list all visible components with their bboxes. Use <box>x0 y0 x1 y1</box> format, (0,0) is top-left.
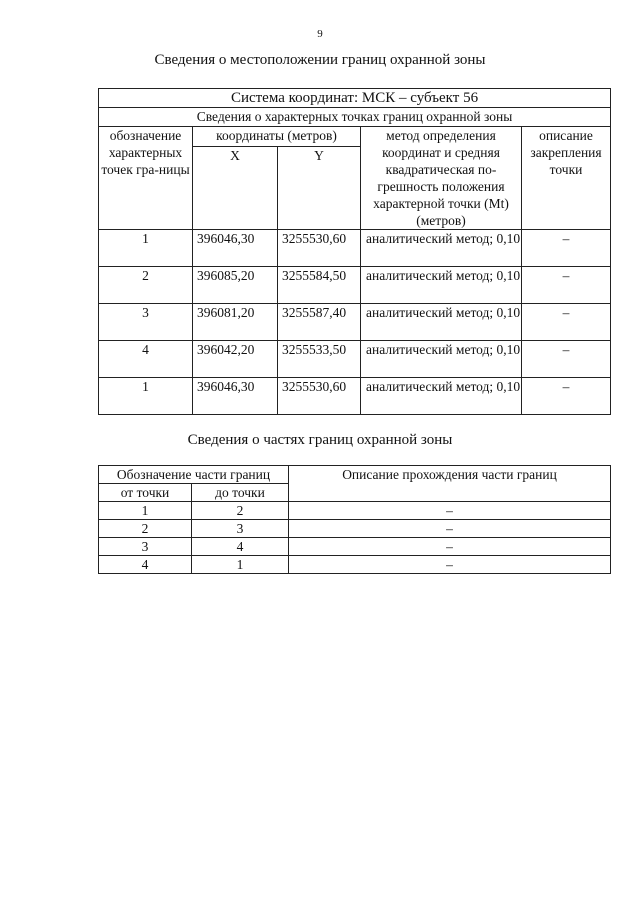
point-cell: 1 <box>99 230 193 267</box>
boundary-points-table <box>98 88 611 415</box>
y-cell: 3255530,60 <box>278 230 361 267</box>
x-cell: 396042,20 <box>193 341 278 378</box>
to-cell: 2 <box>192 502 289 520</box>
table-row <box>99 304 611 341</box>
header-to: до точки <box>192 484 289 502</box>
part-desc-cell: – <box>289 520 611 538</box>
header-designation: обозначение характерных точек гра-ницы <box>99 127 193 230</box>
header-coordinates: координаты (метров) <box>193 127 361 147</box>
desc-cell: – <box>522 378 611 415</box>
header-method: метод определения координат и средняя квадратическая по-грешность положения характерной точки (Mt) (метров) <box>361 127 522 230</box>
x-cell: 396085,20 <box>193 267 278 304</box>
x-cell: 396046,30 <box>193 230 278 267</box>
from-cell: 1 <box>99 502 192 520</box>
table-row <box>99 520 611 538</box>
part-desc-cell: – <box>289 556 611 574</box>
header-x: X <box>193 147 278 230</box>
y-cell: 3255530,60 <box>278 378 361 415</box>
x-cell: 396081,20 <box>193 304 278 341</box>
y-cell: 3255587,40 <box>278 304 361 341</box>
table-row <box>99 230 611 267</box>
point-cell: 3 <box>99 304 193 341</box>
table-row <box>99 341 611 378</box>
from-cell: 2 <box>99 520 192 538</box>
page-number: 9 <box>317 28 323 40</box>
from-cell: 4 <box>99 556 192 574</box>
method-cell: аналитический метод; 0,10 <box>361 341 522 378</box>
points-subtitle: Сведения о характерных точках границ охранной зоны <box>99 108 611 127</box>
point-cell: 4 <box>99 341 193 378</box>
header-description: описание закрепления точки <box>522 127 611 230</box>
method-cell: аналитический метод; 0,10 <box>361 378 522 415</box>
header-y: Y <box>278 147 361 230</box>
section-title-boundary-parts: Сведения о частях границ охранной зоны <box>187 432 453 448</box>
desc-cell: – <box>522 304 611 341</box>
desc-cell: – <box>522 230 611 267</box>
boundary-parts-table <box>98 465 611 574</box>
header-part: Обозначение части границ <box>99 466 289 484</box>
table-row <box>99 556 611 574</box>
to-cell: 3 <box>192 520 289 538</box>
table-row <box>99 267 611 304</box>
table-row <box>99 502 611 520</box>
coordinate-system-label: Система координат: МСК – субъект 56 <box>99 89 611 108</box>
method-cell: аналитический метод; 0,10 <box>361 267 522 304</box>
table-row <box>99 538 611 556</box>
header-part-description: Описание прохождения части границ <box>289 466 611 502</box>
part-desc-cell: – <box>289 502 611 520</box>
y-cell: 3255533,50 <box>278 341 361 378</box>
header-from: от точки <box>99 484 192 502</box>
part-desc-cell: – <box>289 538 611 556</box>
method-cell: аналитический метод; 0,10 <box>361 230 522 267</box>
method-cell: аналитический метод; 0,10 <box>361 304 522 341</box>
y-cell: 3255584,50 <box>278 267 361 304</box>
x-cell: 396046,30 <box>193 378 278 415</box>
point-cell: 1 <box>99 378 193 415</box>
point-cell: 2 <box>99 267 193 304</box>
table-row <box>99 378 611 415</box>
to-cell: 1 <box>192 556 289 574</box>
desc-cell: – <box>522 267 611 304</box>
desc-cell: – <box>522 341 611 378</box>
section-title-boundary-location: Сведения о местоположении границ охранной зоны <box>154 52 486 68</box>
from-cell: 3 <box>99 538 192 556</box>
to-cell: 4 <box>192 538 289 556</box>
